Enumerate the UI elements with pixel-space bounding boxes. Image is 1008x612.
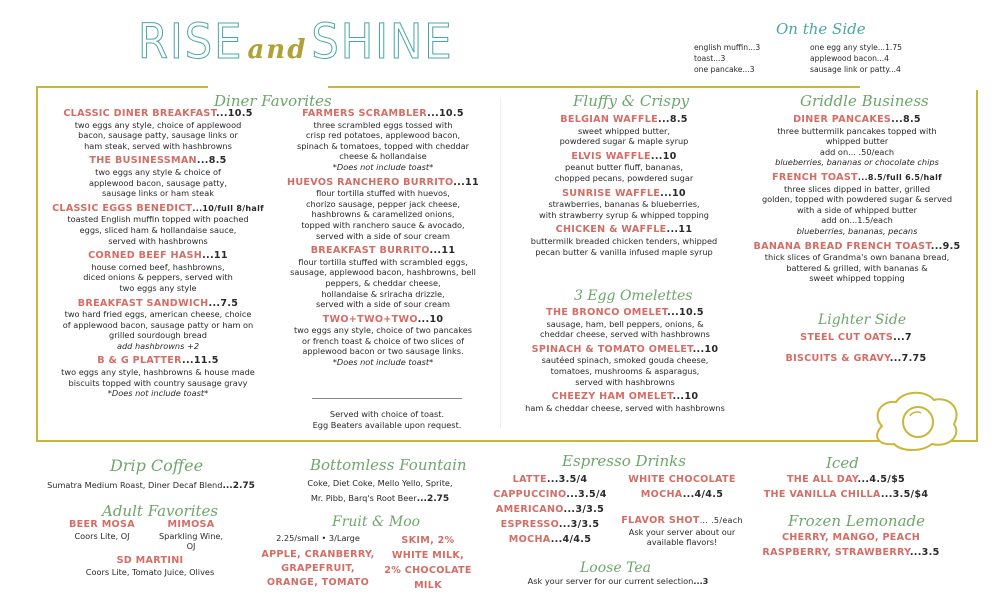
menu-item xyxy=(516,189,732,221)
omelets-title: 3 Egg Omelettes xyxy=(574,288,693,304)
fruit-title: Fruit & Moo xyxy=(332,514,421,530)
item-desc: of applewood bacon, sausage patty or ham on xyxy=(62,319,254,330)
diner-col-1 xyxy=(52,104,264,399)
menu-item xyxy=(52,251,264,293)
item-price: ...8.5 xyxy=(658,114,688,125)
item-note: blueberries, bananas or chocolate chips xyxy=(775,157,939,168)
item-name: BREAKFAST SANDWICH xyxy=(77,297,209,309)
item-name: FLAVOR SHOT xyxy=(621,515,700,526)
item-desc: add on... .50/each xyxy=(819,146,895,157)
menu-item xyxy=(746,115,968,168)
item-desc: sausage, applewood bacon, hashbrowns, bell xyxy=(290,267,476,278)
item-desc: sautéed spinach, smoked gouda cheese, xyxy=(541,355,709,366)
menu-item xyxy=(746,173,968,237)
item-desc: grilled sourdough bread xyxy=(109,330,207,341)
item-price: ...4/4.5 xyxy=(682,489,724,500)
item-desc: sweet whipped butter, xyxy=(577,125,671,136)
griddle-col xyxy=(746,110,968,284)
beer-mosa xyxy=(62,520,142,541)
drip-price: ...2.75 xyxy=(222,481,255,491)
flavor-shot xyxy=(612,516,752,548)
item-price: ...10 xyxy=(672,391,699,403)
item-desc: Coors Lite, OJ xyxy=(74,530,130,541)
fried-egg-icon xyxy=(868,386,964,454)
item-name: BISCUITS & GRAVY xyxy=(785,352,890,364)
lighter-col xyxy=(776,328,936,364)
item-desc: Coors Lite, Tomato Juice, Olives xyxy=(85,566,215,577)
diner-footer xyxy=(290,409,484,430)
item-desc: three scrambled eggs tossed with xyxy=(313,119,453,130)
item-desc: with strawberry syrup & whipped topping xyxy=(539,209,709,220)
side-item: english muffin...3 xyxy=(694,43,761,52)
item-desc: two eggs any style, hashbrowns & house made xyxy=(61,367,255,378)
item-price: ...3.5 xyxy=(909,547,940,558)
logo-rise: RISE xyxy=(138,14,244,70)
item-price: ...3.5/4 xyxy=(566,489,607,500)
item-desc: eggs, sliced ham & hollandaise sauce, xyxy=(79,224,237,235)
menu-item xyxy=(746,242,968,284)
lemonade-line: CHERRY, MANGO, PEACH xyxy=(781,532,921,543)
griddle-title: Griddle Business xyxy=(800,92,929,110)
item-desc: peanut butter fluff, bananas, xyxy=(565,162,683,173)
item-desc: battered & grilled, with bananas & xyxy=(786,262,928,273)
item-desc: pecan butter & vanilla infused maple syrup xyxy=(535,246,713,257)
item-name: BREAKFAST BURRITO xyxy=(310,245,430,257)
sd-martini xyxy=(60,556,240,577)
item-desc: crisp red potatoes, applewood bacon, xyxy=(305,130,461,141)
item-desc: two eggs any style xyxy=(119,282,197,293)
item-name: MIMOSA xyxy=(167,519,215,530)
footer-line: Egg Beaters available upon request. xyxy=(312,419,462,430)
espresso-item xyxy=(490,487,610,502)
item-desc: golden, topped with powdered sugar & served xyxy=(761,194,953,205)
fruit-juices xyxy=(256,548,380,590)
lighter-title: Lighter Side xyxy=(818,312,907,328)
item-note: *Does not include toast* xyxy=(332,161,434,172)
adult-title: Adult Favorites xyxy=(102,502,219,520)
fruit-sizes: 2.25/small • 3/Large xyxy=(276,533,360,543)
item-desc: flour tortilla stuffed with scrambled eggs, xyxy=(298,256,468,267)
on-the-side-title: On the Side xyxy=(776,20,866,38)
item-desc: tomatoes, mushrooms & asparagus, xyxy=(550,365,700,376)
item-desc: biscuits topped with country sausage gravy xyxy=(68,377,248,388)
item-name: FRENCH TOAST xyxy=(772,171,858,183)
item-price: ...10/full 8/half xyxy=(192,203,264,213)
logo-shine: SHINE xyxy=(311,14,454,70)
item-desc: served with a side of sour cream xyxy=(316,230,450,241)
item-name: THE VANILLA CHILLA xyxy=(763,489,881,500)
item-desc: three buttermilk pancakes topped with xyxy=(777,125,937,136)
iced-col xyxy=(754,472,938,502)
item-desc: hashbrowns & caramelized onions, xyxy=(311,209,455,220)
menu-item xyxy=(52,156,264,198)
item-name: CORNED BEEF HASH xyxy=(88,250,203,262)
logo-and: and xyxy=(247,35,308,65)
diner-favorites-title: Diner Favorites xyxy=(214,92,332,110)
menu-item xyxy=(280,315,486,368)
item-desc: thick slices of Grandma's own banana bread, xyxy=(764,252,950,263)
item-desc: available flavors! xyxy=(646,537,718,548)
item-desc: chopped pecans, powdered sugar xyxy=(554,172,694,183)
on-the-side-left xyxy=(694,42,760,75)
menu-item xyxy=(776,354,936,365)
item-name: HUEVOS RANCHERO BURRITO xyxy=(286,176,454,188)
espresso-right xyxy=(616,472,748,502)
item-desc: spinach & tomatoes, topped with cheddar xyxy=(296,140,470,151)
item-desc: cheddar cheese, served with hashbrowns xyxy=(540,329,710,340)
item-desc: bacon, sausage patty, sausage links or xyxy=(78,130,238,141)
drip-title: Drip Coffee xyxy=(110,456,204,475)
item-name: CAPPUCCINO xyxy=(493,489,567,500)
fountain-lines xyxy=(282,476,478,507)
omelets-col xyxy=(506,303,744,413)
item-name: TWO+TWO+TWO xyxy=(322,313,418,325)
item-desc: ham steak, served with hashbrowns xyxy=(84,140,232,151)
item-price: ...8.5/full 6.5/half xyxy=(857,172,942,182)
menu-item xyxy=(280,246,486,310)
menu-item xyxy=(506,392,744,413)
item-note: *Does not include toast* xyxy=(107,388,209,399)
side-item: one egg any style...1.75 xyxy=(810,43,903,52)
juice: ORANGE, TOMATO xyxy=(266,577,370,588)
item-name: DINER PANCAKES xyxy=(793,114,892,125)
item-name: CHICKEN & WAFFLE xyxy=(555,224,667,236)
item-name: THE ALL DAY xyxy=(786,474,858,485)
item-desc: Ask your server about our xyxy=(628,526,736,537)
fruit-milks xyxy=(372,533,484,593)
item-price: ...8.5 xyxy=(196,155,227,167)
item-price: ... .5/each xyxy=(699,516,743,525)
item-desc: flour tortilla stuffed with huevos, xyxy=(316,188,450,199)
espresso-item xyxy=(490,502,610,517)
item-note: add hashbrowns +2 xyxy=(116,340,200,351)
item-note: blueberries, bananas, pecans xyxy=(796,225,918,236)
fountain-line: Mr. Pibb, Barq's Root Beer xyxy=(310,493,417,503)
item-price: ...3/3.5 xyxy=(563,504,605,515)
menu-item xyxy=(52,204,264,246)
item-desc: served with a side of sour cream xyxy=(316,299,450,310)
espresso-item xyxy=(490,532,610,547)
espresso-title: Espresso Drinks xyxy=(562,452,686,470)
item-desc: strawberries, bananas & blueberries, xyxy=(548,199,700,210)
item-desc: diced onions & peppers, served with xyxy=(83,272,233,283)
item-desc: with a side of whipped butter xyxy=(796,204,918,215)
item-name: THE BUSINESSMAN xyxy=(89,155,197,167)
item-desc: or french toast & choice of two slices of xyxy=(301,335,465,346)
item-price: ...7.75 xyxy=(889,352,927,364)
on-the-side-right xyxy=(810,42,902,75)
item-price: ...7 xyxy=(893,332,912,343)
menu-item xyxy=(52,109,264,151)
item-name: STEEL CUT OATS xyxy=(800,332,894,343)
divider xyxy=(500,98,501,428)
lemonade-line: RASPBERRY, STRAWBERRY xyxy=(762,547,910,558)
item-price: ...10.5 xyxy=(215,108,253,119)
item-name: FARMERS SCRAMBLER xyxy=(302,108,428,119)
item-price: ...11 xyxy=(666,224,693,236)
fluffy-col xyxy=(516,110,732,257)
item-price: ...4.5/$5 xyxy=(857,474,906,485)
item-desc: whipped butter xyxy=(825,136,889,147)
menu-item xyxy=(506,308,744,340)
item-price: ...7.5 xyxy=(208,297,239,309)
item-desc: applewood bacon, sausage patty, xyxy=(88,177,228,188)
item-price: ...11.5 xyxy=(182,355,219,367)
side-item: toast...3 xyxy=(694,54,726,63)
juice: APPLE, CRANBERRY, xyxy=(261,549,375,560)
juice: GRAPEFRUIT, xyxy=(281,563,355,574)
drip-text: Sumatra Medium Roast, Diner Decaf Blend xyxy=(47,480,223,490)
fluffy-title: Fluffy & Crispy xyxy=(573,92,690,110)
item-price: ...11 xyxy=(429,245,456,257)
item-name: ESPRESSO xyxy=(500,519,559,530)
menu-item xyxy=(516,152,732,184)
fountain-title: Bottomless Fountain xyxy=(310,456,467,474)
mimosa xyxy=(150,520,232,552)
item-desc: two eggs any style, choice of applewood xyxy=(74,119,242,130)
frame-gap xyxy=(860,84,978,90)
item-desc: buttermilk breaded chicken tenders, whipped xyxy=(530,235,718,246)
tea-text: Ask your server for our current selection xyxy=(527,576,694,586)
item-desc: served with hashbrowns xyxy=(108,235,208,246)
item-name: ELVIS WAFFLE xyxy=(571,150,651,162)
tea-price: ...3 xyxy=(693,576,709,586)
item-desc: served with hashbrowns xyxy=(575,376,675,387)
item-price: ...10.5 xyxy=(667,307,704,318)
menu-item xyxy=(776,333,936,344)
item-desc: ham & cheddar cheese, served with hashbrowns xyxy=(525,402,725,413)
item-price: ...3/3.5 xyxy=(558,519,600,530)
menu-item xyxy=(280,109,486,173)
menu-item xyxy=(280,178,486,242)
divider xyxy=(312,398,462,399)
item-price: ...10 xyxy=(692,343,719,355)
item-name: SUNRISE WAFFLE xyxy=(562,187,661,199)
espresso-left xyxy=(490,472,610,547)
item-name: THE BRONCO OMELET xyxy=(546,307,668,318)
milk: SKIM, 2% xyxy=(401,535,455,546)
item-price: ...8.5 xyxy=(891,114,921,125)
item-desc: hollandaise & sriracha drizzle, xyxy=(321,288,445,299)
menu-item xyxy=(52,356,264,398)
item-desc: applewood bacon or two sausage links. xyxy=(302,346,464,357)
item-name: BELGIAN WAFFLE xyxy=(560,114,659,125)
side-item: one pancake...3 xyxy=(694,65,755,74)
item-note: *Does not include toast* xyxy=(332,357,434,368)
item-desc: powdered sugar & maple syrup xyxy=(559,136,689,147)
menu-item xyxy=(506,345,744,387)
item-price: ...11 xyxy=(453,176,479,188)
item-desc: add on...1.5/each xyxy=(821,215,893,226)
item-price: ...4/4.5 xyxy=(550,534,592,545)
item-desc: sausage, ham, bell peppers, onions, & xyxy=(546,318,704,329)
fountain-line: Coke, Diet Coke, Mello Yello, Sprite, xyxy=(307,478,453,488)
item-name: MOCHA xyxy=(640,489,683,500)
item-desc: two eggs any style & choice of xyxy=(95,166,221,177)
item-name: AMERICANO xyxy=(495,504,564,515)
item-price: ...3.5/4 xyxy=(546,474,588,485)
item-name: BANANA BREAD FRENCH TOAST xyxy=(753,240,931,252)
item-name: CLASSIC EGGS BENEDICT xyxy=(52,202,193,214)
loose-tea-line xyxy=(512,576,724,587)
item-desc: chorizo sausage, pepper jack cheese, xyxy=(306,198,460,209)
item-desc: house corned beef, hashbrowns, xyxy=(91,261,225,272)
iced-title: Iced xyxy=(826,454,859,472)
item-name: LATTE xyxy=(512,474,547,485)
footer-line: Served with choice of toast. xyxy=(329,409,445,419)
item-name: SD MARTINI xyxy=(116,555,184,566)
item-desc: peppers, & cheddar cheese, xyxy=(325,277,441,288)
item-desc: two eggs any style, choice of two pancakes xyxy=(293,325,473,336)
side-item: sausage link or patty...4 xyxy=(810,65,901,74)
drip-line xyxy=(28,480,274,492)
item-desc: two hard fried eggs, american cheese, choice xyxy=(64,309,252,320)
item-desc: sweet whipped topping xyxy=(809,273,905,284)
side-item: applewood bacon...4 xyxy=(810,54,889,63)
loose-tea-title: Loose Tea xyxy=(580,560,651,576)
item-desc: three slices dipped in batter, grilled xyxy=(783,183,931,194)
item-name: CHEEZY HAM OMELET xyxy=(551,391,673,403)
logo xyxy=(138,14,454,70)
menu-item xyxy=(516,115,732,147)
item-desc: topped with ranchero sauce & avocado, xyxy=(301,219,465,230)
fountain-price: ...2.75 xyxy=(416,494,450,504)
item-price: ...10 xyxy=(650,150,677,162)
lemonade-col xyxy=(754,530,948,560)
item-name: WHITE CHOCOLATE xyxy=(628,474,736,485)
item-price: ...11 xyxy=(202,250,228,262)
item-name: SPINACH & TOMATO OMELET xyxy=(531,343,693,355)
milk: WHITE MILK, xyxy=(391,550,465,561)
milk: 2% CHOCOLATE MILK xyxy=(384,565,472,591)
item-desc: toasted English muffin topped with poached xyxy=(67,214,249,225)
item-price: ...3.5/$4 xyxy=(880,489,929,500)
diner-col-2 xyxy=(280,104,486,368)
espresso-item xyxy=(490,472,610,487)
menu-item xyxy=(516,225,732,257)
lemonade-title: Frozen Lemonade xyxy=(788,512,925,530)
espresso-item xyxy=(490,517,610,532)
item-price: ...10.5 xyxy=(427,108,464,119)
item-name: MOCHA xyxy=(508,534,551,545)
item-name: B & G PLATTER xyxy=(97,355,182,367)
item-name: BEER MOSA xyxy=(69,519,135,530)
frame-gap xyxy=(208,84,328,90)
item-price: ...10 xyxy=(660,187,686,199)
item-price: ...10 xyxy=(417,313,444,325)
item-desc: sausage links or ham steak xyxy=(102,188,214,199)
item-price: ...9.5 xyxy=(930,240,961,252)
item-desc: Sparkling Wine, xyxy=(158,530,224,541)
item-name: CLASSIC DINER BREAKFAST xyxy=(63,108,216,119)
item-desc: cheese & hollandaise xyxy=(339,151,427,162)
menu-item xyxy=(52,299,264,352)
item-desc: OJ xyxy=(186,541,196,552)
